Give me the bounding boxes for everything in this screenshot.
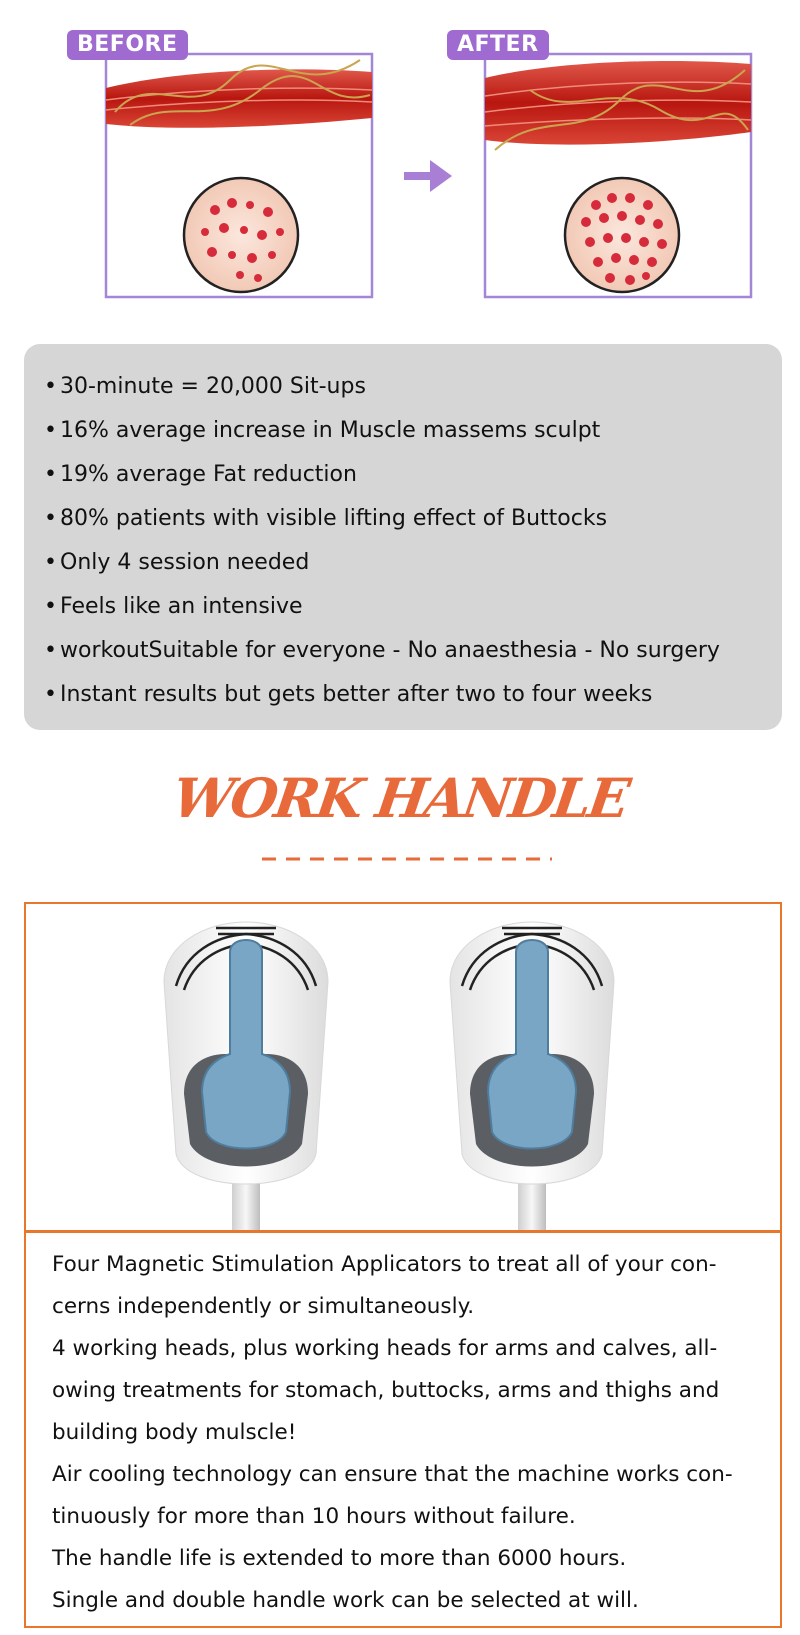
description-line: Air cooling technology can ensure that the machine works con- — [52, 1462, 733, 1487]
panel-divider — [26, 1230, 780, 1233]
list-item: • Feels like an intensive — [44, 594, 303, 619]
section-title: WORK HANDLE — [168, 766, 632, 830]
description-line: The handle life is extended to more than 6000 hours. — [52, 1546, 627, 1571]
description-line: Four Magnetic Stimulation Applicators to treat all of your con- — [52, 1252, 717, 1277]
description-line: tinuously for more than 10 hours without failure. — [52, 1504, 576, 1529]
description-line: owing treatments for stomach, buttocks, arms and thighs and — [52, 1378, 720, 1403]
before-after-diagram — [0, 0, 800, 310]
description-line: building body mulscle! — [52, 1420, 297, 1445]
list-item: • 80% patients with visible lifting effect of Buttocks — [44, 506, 608, 531]
list-item: • 19% average Fat reduction — [44, 462, 357, 487]
arrow-right-icon — [404, 160, 452, 192]
list-item: • Only 4 session needed — [44, 550, 310, 575]
list-item: • Instant results but gets better after two to four weeks — [44, 682, 653, 707]
description-line: cerns independently or simultaneously. — [52, 1294, 475, 1319]
right-handle — [450, 922, 614, 1230]
handle-description — [52, 1244, 762, 1622]
list-item: • 16% average increase in Muscle massems sculpt — [44, 418, 601, 443]
list-item: • workoutSuitable for everyone - No anaesthesia - No surgery — [44, 638, 720, 663]
after-label: AFTER — [447, 30, 549, 60]
work-handle-panel — [24, 902, 782, 1628]
description-line: 4 working heads, plus working heads for arms and calves, all- — [52, 1336, 718, 1361]
left-handle — [164, 922, 328, 1230]
applicator-handles-image — [26, 904, 780, 1230]
before-label: BEFORE — [67, 30, 188, 60]
list-item: • 30-minute = 20,000 Sit-ups — [44, 374, 366, 399]
description-line: Single and double handle work can be selected at will. — [52, 1588, 639, 1613]
features-list — [44, 365, 762, 717]
title-underline-dashes — [262, 856, 552, 862]
features-panel — [24, 344, 782, 730]
